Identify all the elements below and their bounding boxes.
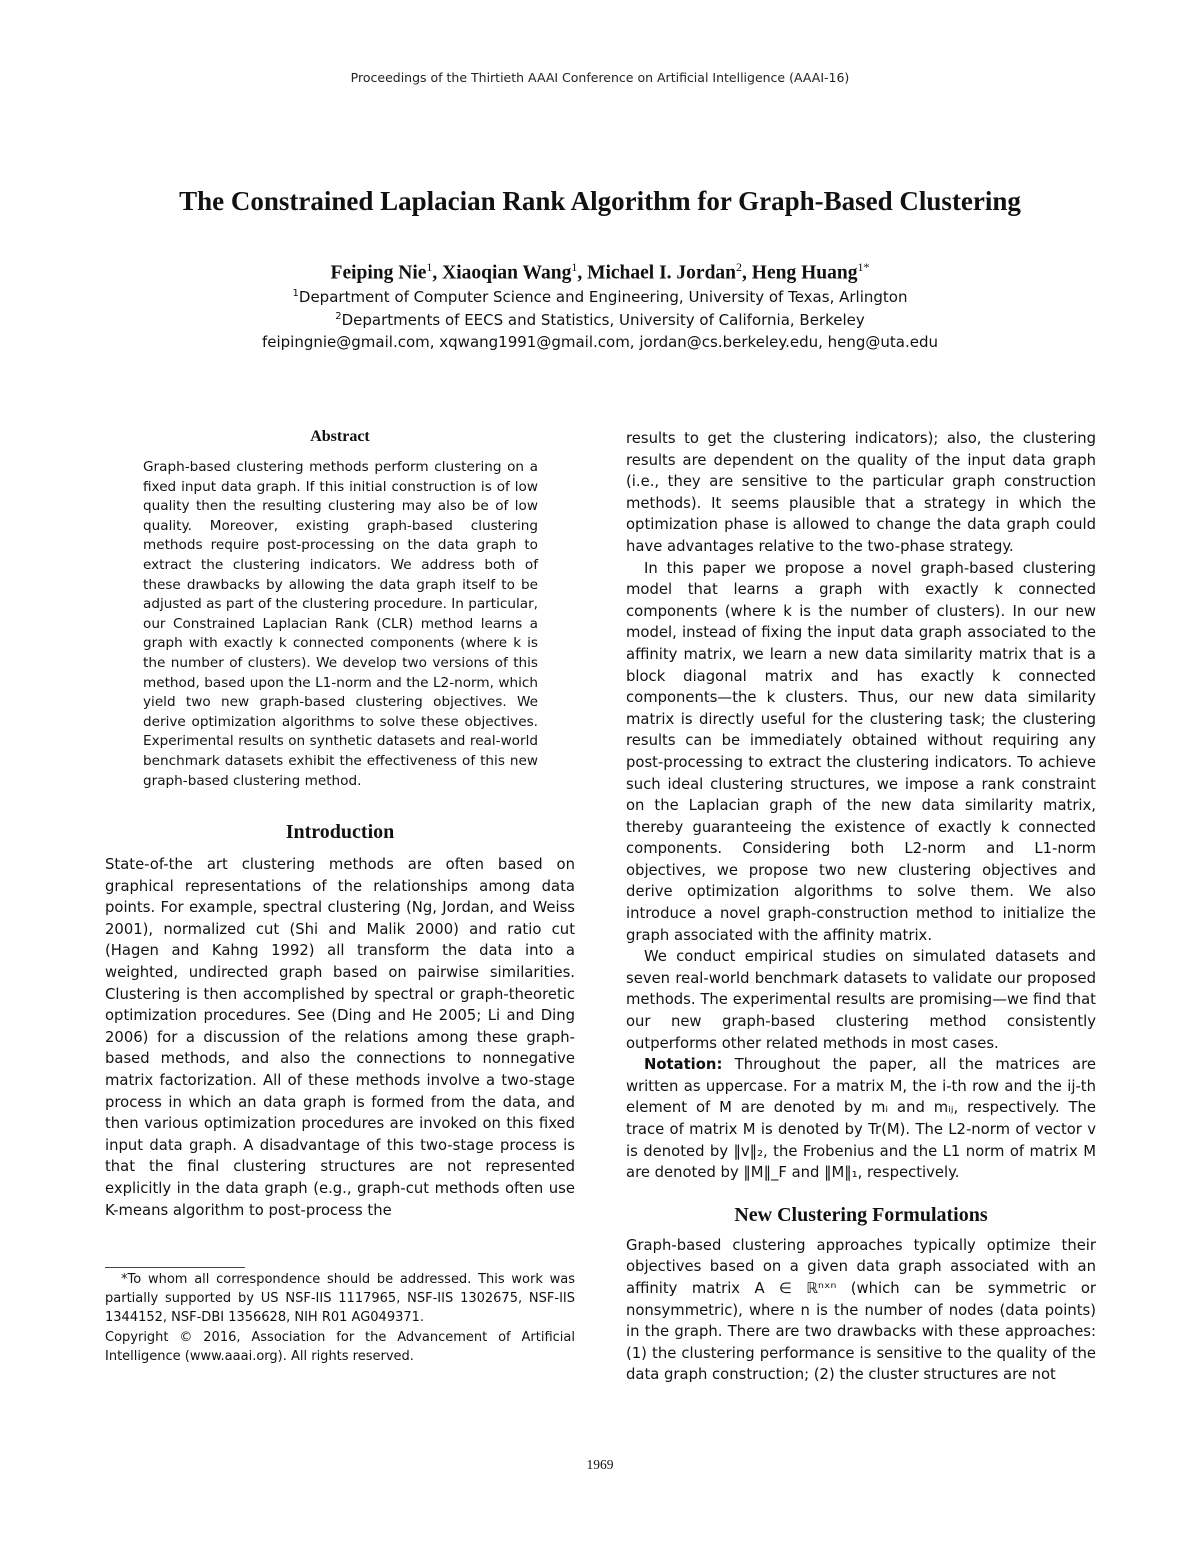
author-name: , Heng Huang <box>742 262 858 284</box>
paper-title: The Constrained Laplacian Rank Algorithm for Graph-Based Clustering <box>179 186 1021 216</box>
right-column <box>626 428 1096 1386</box>
author-name: , Michael I. Jordan <box>577 262 737 284</box>
footnote-text: *To whom all correspondence should be addressed. This work was partially supported by US NSF-IIS 1117965, NSF-IIS 1302675, NSF-IIS 1344152, NSF-DBI 1356628, NIH R01 AG049371. <box>105 1272 575 1326</box>
introduction-paragraph: State-of-the art clustering methods are often based on graphical representations of the relationships among data points. For example, spectral clustering (Ng, Jordan, and Weiss 2001), normalized cut (Shi and Malik 2000) and ratio cut (Hagen and Kahng 1992) all transform the data into a weighted, undirected graph based on pairwise similarities. Clustering is then accomplished by spectral or graph-theoretic optimization procedures. See (Ding and He 2005; Li and Ding 2006) for a discussion of the relations among these graph-based methods, and also the connections to nonnegative matrix factorization. All of these methods involve a two-stage process in which an data graph is formed from the data, and then various optimization procedures are invoked on this fixed input data graph. A disadvantage of this two-stage process is that the final clustering structures are not represented explicitly in the data graph (e.g., graph-cut methods often use K-means algorithm to post-process the <box>105 856 575 1219</box>
copyright-notice: Copyright © 2016, Association for the Advancement of Artificial Intelligence (www.aaai.org). All rights reserved. <box>105 1329 575 1364</box>
affiliation <box>60 311 1140 329</box>
introduction-heading: Introduction <box>285 821 395 844</box>
notation-label: Notation: <box>644 1056 723 1074</box>
footnote-block <box>105 1267 575 1366</box>
author-affil-mark: 1 <box>426 260 433 274</box>
affil-mark: 2 <box>335 311 342 322</box>
author-affil-mark: 1 <box>571 260 578 274</box>
affiliation-text: Departments of EECS and Statistics, University of California, Berkeley <box>341 311 865 329</box>
page-number: 1969 <box>586 1457 614 1472</box>
new-clustering-heading: New Clustering Formulations <box>734 1203 988 1226</box>
affiliation-text: Department of Computer Science and Engineering, University of Texas, Arlington <box>298 288 908 306</box>
abstract-heading: Abstract <box>310 428 370 445</box>
affiliation <box>60 288 1140 306</box>
affil-mark: 1 <box>292 288 299 299</box>
notation-text: Throughout the paper, all the matrices are written as uppercase. For a matrix M, the i-th row and the ij-th element of M are denoted by mᵢ and mᵢⱼ, respectively. The trace of matrix M is denoted by Tr(M). The L2-norm of vector v is denoted by ‖v‖₂, the Frobenius and the L1 norm of matrix M are denoted by ‖M‖_F and ‖M‖₁, respectively. <box>626 1056 1096 1182</box>
author-affil-mark: 2 <box>736 260 743 274</box>
notation-paragraph <box>626 1054 1096 1184</box>
author-name: , Xiaoqian Wang <box>432 262 572 284</box>
abstract-text: Graph-based clustering methods perform clustering on a fixed input data graph. If this initial construction is of low quality then the resulting clustering may also be of low quality. Moreover, existing graph-based clustering methods require post-processing on the data graph to extract the clustering indicators. We address both of these drawbacks by allowing the data graph itself to be adjusted as part of the clustering procedure. In particular, our Constrained Laplacian Rank (CLR) method learns a graph with exactly k connected components (where k is the number of clusters). We develop two versions of this method, based upon the L1-norm and the L2-norm, which yield two new graph-based clustering objectives. We derive optimization algorithms to solve these objectives. Experimental results on synthetic datasets and real-world benchmark datasets exhibit the effectiveness of this new graph-based clustering method. <box>143 459 538 789</box>
author-emails: feipingnie@gmail.com, xqwang1991@gmail.com, jordan@cs.berkeley.edu, heng@uta.edu <box>261 333 939 351</box>
new-clustering-paragraph: Graph-based clustering approaches typically optimize their objectives based on a given data graph associated with an affinity matrix A ∈ ℝⁿˣⁿ (which can be symmetric or nonsymmetric), where n is the number of nodes (data points) in the graph. There are two drawbacks with these approaches: (1) the clustering performance is sensitive to the quality of the data graph construction; (2) the cluster structures are not <box>626 1236 1096 1384</box>
author-list <box>60 260 1140 285</box>
author-name: Feiping Nie <box>330 262 427 284</box>
introduction-paragraph: In this paper we propose a novel graph-based clustering model that learns a graph with exactly k connected components (where k is the number of clusters). In our new model, instead of fixing the input data graph associated to the affinity matrix, we learn a new data similarity matrix that is a block diagonal matrix and has exactly k connected components—the k clusters. Thus, our new data similarity matrix is directly useful for the clustering task; the clustering results can be immediately obtained without requiring any post-processing to extract the clustering indicators. To achieve such ideal clustering structures, we impose a rank constraint on the Laplacian graph of the new data similarity matrix, thereby guaranteeing the existence of exactly k connected components. Considering both L2-norm and L1-norm objectives, we propose two new clustering objectives and derive optimization algorithms to solve them. We also introduce a novel graph-construction method to initialize the graph associated with the affinity matrix. <box>626 559 1096 944</box>
footnote-divider <box>105 1267 245 1268</box>
running-head: Proceedings of the Thirtieth AAAI Conference on Artificial Intelligence (AAAI-16) <box>350 70 850 85</box>
introduction-paragraph-continued: results to get the clustering indicators); also, the clustering results are dependent on the quality of the input data graph (i.e., they are sensitive to the particular graph construction methods). It seems plausible that a strategy in which the optimization phase is allowed to change the data graph could have advantages relative to the two-phase strategy. <box>626 430 1096 555</box>
left-column <box>105 428 575 1221</box>
author-affil-mark: 1* <box>857 260 870 274</box>
introduction-paragraph: We conduct empirical studies on simulated datasets and seven real-world benchmark datasets to validate our proposed methods. The experimental results are promising—we find that our new graph-based clustering method consistently outperforms other related methods in most cases. <box>626 948 1096 1052</box>
